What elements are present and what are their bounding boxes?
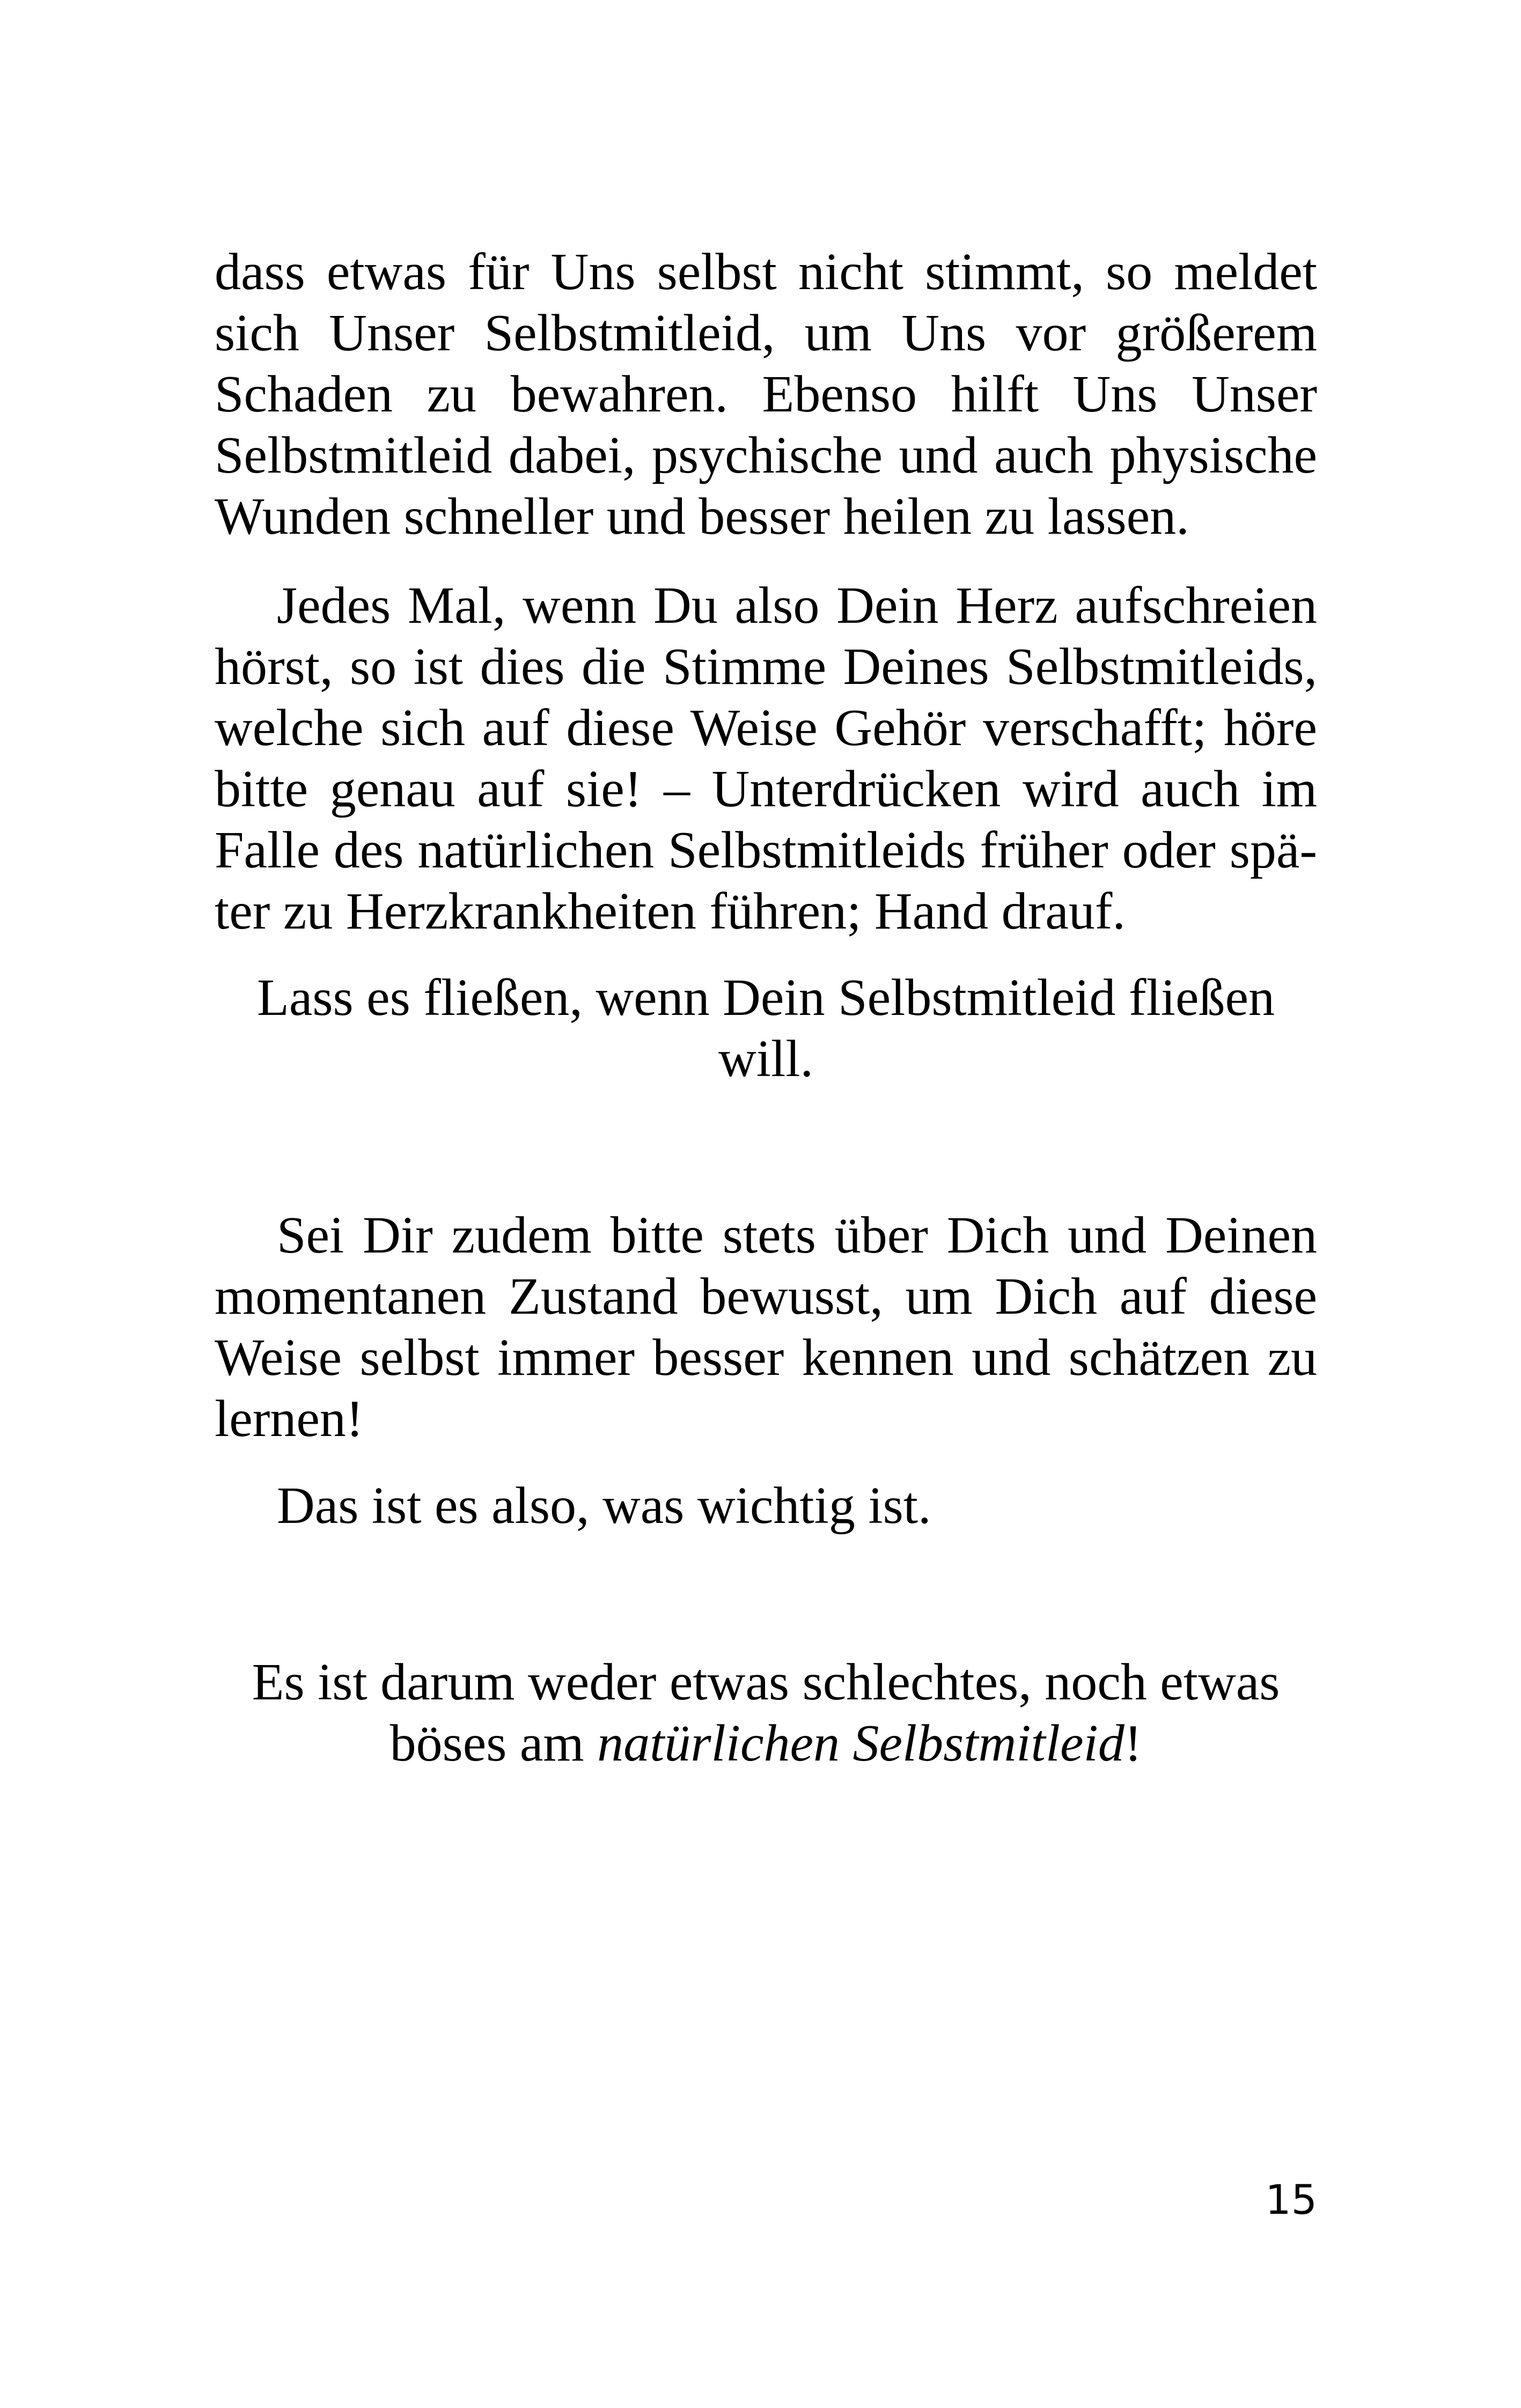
paragraph-2 — [215, 575, 1317, 942]
quote-text: ! — [1124, 1714, 1142, 1772]
paragraph-line: lernen! — [215, 1390, 364, 1448]
emphasized-term: natürlichen Selbstmitleid — [597, 1714, 1125, 1772]
centered-quote-2 — [215, 1652, 1317, 1774]
paragraph-line: Wunden schneller und besser heilen zu lassen. — [215, 488, 1189, 546]
quote-line: will. — [718, 1030, 813, 1088]
paragraph-line: hörst, so ist dies die Stimme Deines Selbstmitleids, — [215, 638, 1317, 696]
paragraph-line: Jedes Mal, wenn Du also Dein Herz aufschreien — [277, 577, 1317, 635]
centered-quote-1 — [215, 967, 1317, 1089]
page-number: 15 — [1265, 2176, 1317, 2223]
paragraph-line: Weise selbst immer besser kennen und schätzen zu — [215, 1329, 1317, 1387]
paragraph-line: Schaden zu bewahren. Ebenso hilft Uns Unser — [215, 365, 1317, 423]
paragraph-line: bitte genau auf sie! – Unterdrücken wird auch im — [215, 760, 1317, 818]
paragraph-line: Das ist es also, was wichtig ist. — [277, 1477, 931, 1535]
paragraph-line: momentanen Zustand bewusst, um Dich auf diese — [215, 1268, 1317, 1325]
paragraph-line: sich Unser Selbstmitleid, um Uns vor größerem — [215, 304, 1317, 362]
paragraph-line: Falle des natürlichen Selbstmitleids früher oder spä- — [215, 821, 1317, 879]
paragraph-line: Selbstmitleid dabei, psychische und auch physische — [215, 426, 1317, 484]
paragraph-line: Sei Dir zudem bitte stets über Dich und Deinen — [277, 1206, 1317, 1264]
paragraph-3 — [215, 1205, 1317, 1449]
paragraph-line: welche sich auf diese Weise Gehör verschafft; höre — [215, 699, 1317, 757]
quote-line — [215, 1713, 1317, 1774]
paragraph-line: dass etwas für Uns selbst nicht stimmt, so meldet — [215, 243, 1317, 301]
paragraph-1 — [215, 241, 1317, 547]
paragraph-line: ter zu Herzkrankheiten führen; Hand drauf. — [215, 882, 1126, 940]
quote-text: böses am — [390, 1714, 598, 1772]
paragraph-4 — [215, 1475, 1317, 1536]
quote-line: Es ist darum weder etwas schlechtes, noch etwas — [252, 1653, 1280, 1711]
quote-line: Lass es fließen, wenn Dein Selbstmitleid fließen — [257, 969, 1275, 1027]
